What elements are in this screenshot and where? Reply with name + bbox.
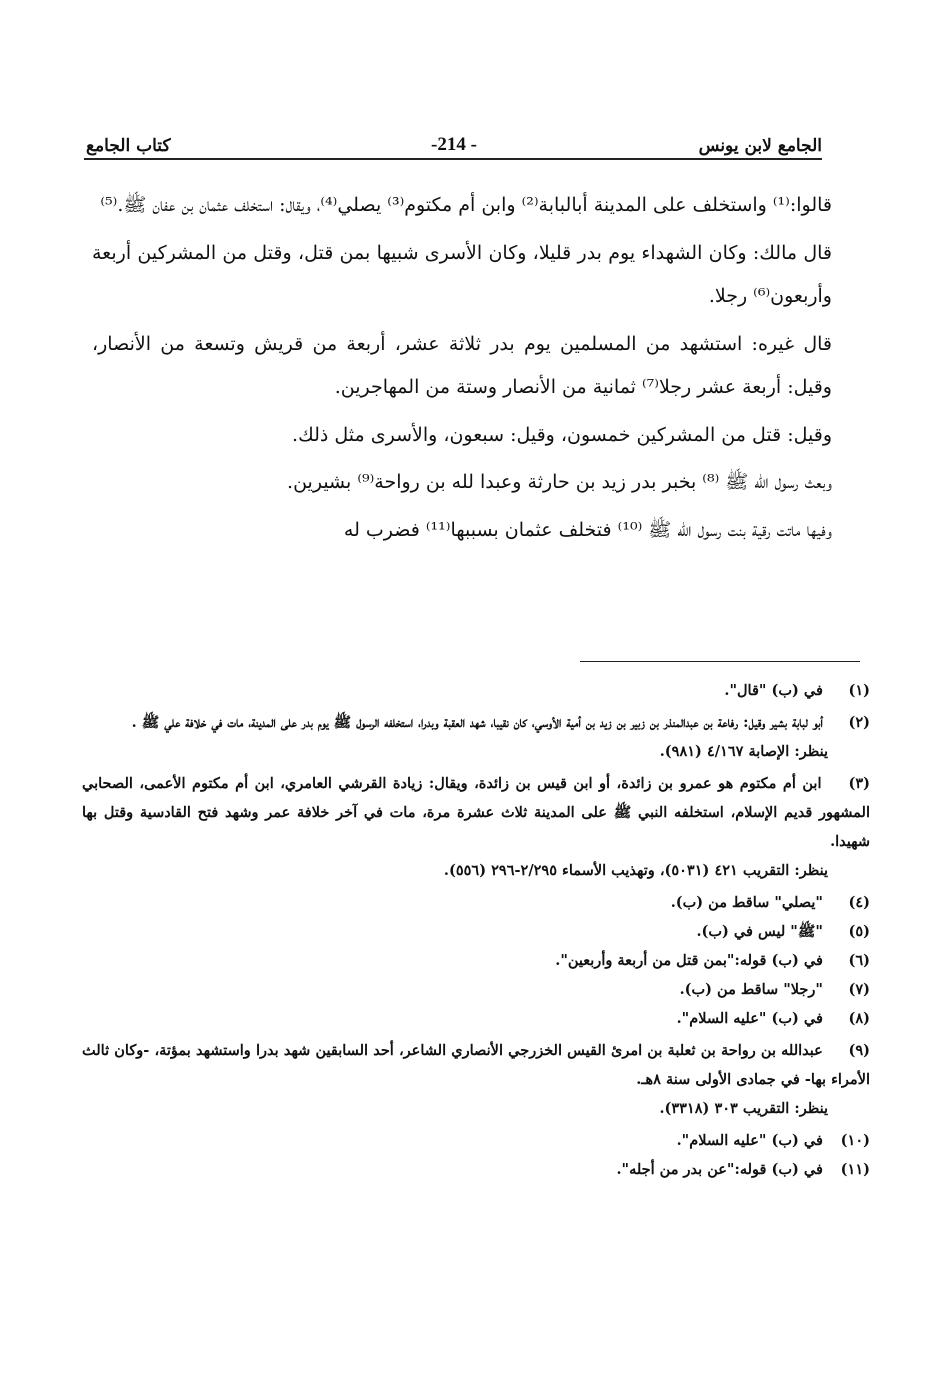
footnote-9	[82, 1036, 870, 1123]
footnote-4	[82, 888, 870, 917]
footnote-number: (٩)	[848, 1042, 870, 1059]
footnote-1	[82, 676, 870, 705]
footnote-8	[82, 1004, 870, 1033]
footnote-2	[82, 708, 870, 766]
footnote-7	[82, 975, 870, 1004]
header-divider	[84, 158, 822, 160]
footnote-3	[82, 769, 870, 885]
footnote-10	[82, 1126, 870, 1155]
footnote-number: (٦)	[848, 952, 870, 969]
footnote-text: في (ب) "عليه السلام".	[676, 1010, 823, 1027]
paragraph-1: قالوا:⁽¹⁾ واستخلف على المدينة أبالبابة⁽²⁾ وابن أم مكتوم⁽³⁾ يصلي⁽⁴⁾، ويقال: استخلف عثمان بن عفان ﷺ.⁽⁵⁾	[100, 194, 832, 216]
page-header	[86, 126, 822, 156]
footnote-number: (٣)	[848, 775, 870, 792]
footnote-text: في (ب) قوله:"عن بدر من أجله".	[616, 1161, 823, 1178]
footnote-6	[82, 946, 870, 975]
footnote-5	[82, 917, 870, 946]
footnotes	[82, 676, 870, 1184]
footnote-text: ابن أم مكتوم هو عمرو بن زائدة، أو ابن قيس بن زائدة، ويقال: زيادة القرشي العامري، ابن أم مكتوم الأعمى، الصحابي المشهور قديم الإسلام، استخلفه النبي ﷺ على المدينة ثلاث عشرة مرة، مات في آخر خلافة عمر وشهد فتح القادسية وقتل بها شهيدا.	[82, 775, 870, 850]
footnote-text: "يصلي" ساقط من (ب).	[670, 894, 823, 911]
paragraph-5: وبعث رسول الله ﷺ ⁽⁸⁾ بخبر بدر زيد بن حارثة وعبدا لله بن رواحة⁽⁹⁾ بشيرين.	[287, 471, 832, 493]
footnote-number: (١٠)	[840, 1132, 870, 1149]
header-book-title: الجامع لابن يونس	[698, 136, 822, 156]
main-text	[92, 184, 862, 552]
footnote-number: (١١)	[840, 1161, 870, 1178]
header-chapter-title: كتاب الجامع	[86, 136, 171, 156]
footnote-number: (٨)	[848, 1010, 870, 1027]
footnote-text: في (ب) "عليه السلام".	[676, 1132, 823, 1149]
footnote-text: عبدالله بن رواحة بن ثعلبة بن امرئ القيس الخزرجي الأنصاري الشاعر، أحد السابقين شهد بدرا واستشهد بمؤتة، -وكان ثالث الأمراء بها- في جمادى الأولى سنة ٨هـ.	[82, 1042, 870, 1088]
paragraph-6: وفيها ماتت رقية بنت رسول الله ﷺ ⁽¹⁰⁾ فتخلف عثمان بسببها⁽¹¹⁾ فضرب له	[343, 518, 832, 541]
footnote-citation: ينظر: التقريب ٣٠٣ (٣٣١٨).	[659, 1100, 828, 1117]
footnote-text: أبو لبابة بشير وقيل: رفاعة بن عبدالمنذر بن زبير بن زيد بن أمية الأوسي، كان نقيبا، شهد العقبة وبدرا، استخلفه الرسول ﷺ يوم بدر على المدينة، مات في خلافة علي ﷺ .	[131, 714, 823, 731]
footnote-text: "رجلا" ساقط من (ب).	[679, 981, 823, 998]
paragraph-4: وقيل: قتل من المشركين خمسون، وقيل: سبعون، والأسرى مثل ذلك.	[292, 423, 832, 446]
footnote-divider	[580, 661, 860, 662]
paragraph-3: قال غيره: استشهد من المسلمين يوم بدر ثلاثة عشر، أربعة من قريش وتسعة من الأنصار، وقيل: أربعة عشر رجلا⁽⁷⁾ ثمانية من الأنصار وستة من المهاجرين.	[92, 332, 832, 398]
footnote-citation: ينظر: التقريب ٤٢١ (٥٠٣١)، وتهذيب الأسماء ٢/٢٩٥-٢٩٦ (٥٥٦).	[443, 862, 828, 879]
footnote-number: (٥)	[848, 923, 870, 940]
page-number: -214 -	[431, 134, 477, 155]
paragraph-2: قال مالك: وكان الشهداء يوم بدر قليلا، وكان الأسرى شبيها بمن قتل، وقتل من المشركين أربعة وأربعون⁽⁶⁾ رجلا.	[92, 241, 832, 307]
footnote-11	[82, 1155, 870, 1184]
footnote-text: في (ب) قوله:"بمن قتل من أربعة وأربعين".	[555, 952, 823, 969]
footnote-number: (٧)	[848, 981, 870, 998]
footnote-text: في (ب) "قال".	[724, 682, 823, 699]
footnote-text: "ﷺ" ليس في (ب).	[696, 923, 823, 940]
footnote-number: (٤)	[848, 894, 870, 911]
footnote-number: (١)	[848, 682, 870, 699]
footnote-citation: ينظر: الإصابة ٤/١٦٧ (٩٨١).	[659, 743, 828, 760]
footnote-number: (٢)	[848, 714, 870, 731]
